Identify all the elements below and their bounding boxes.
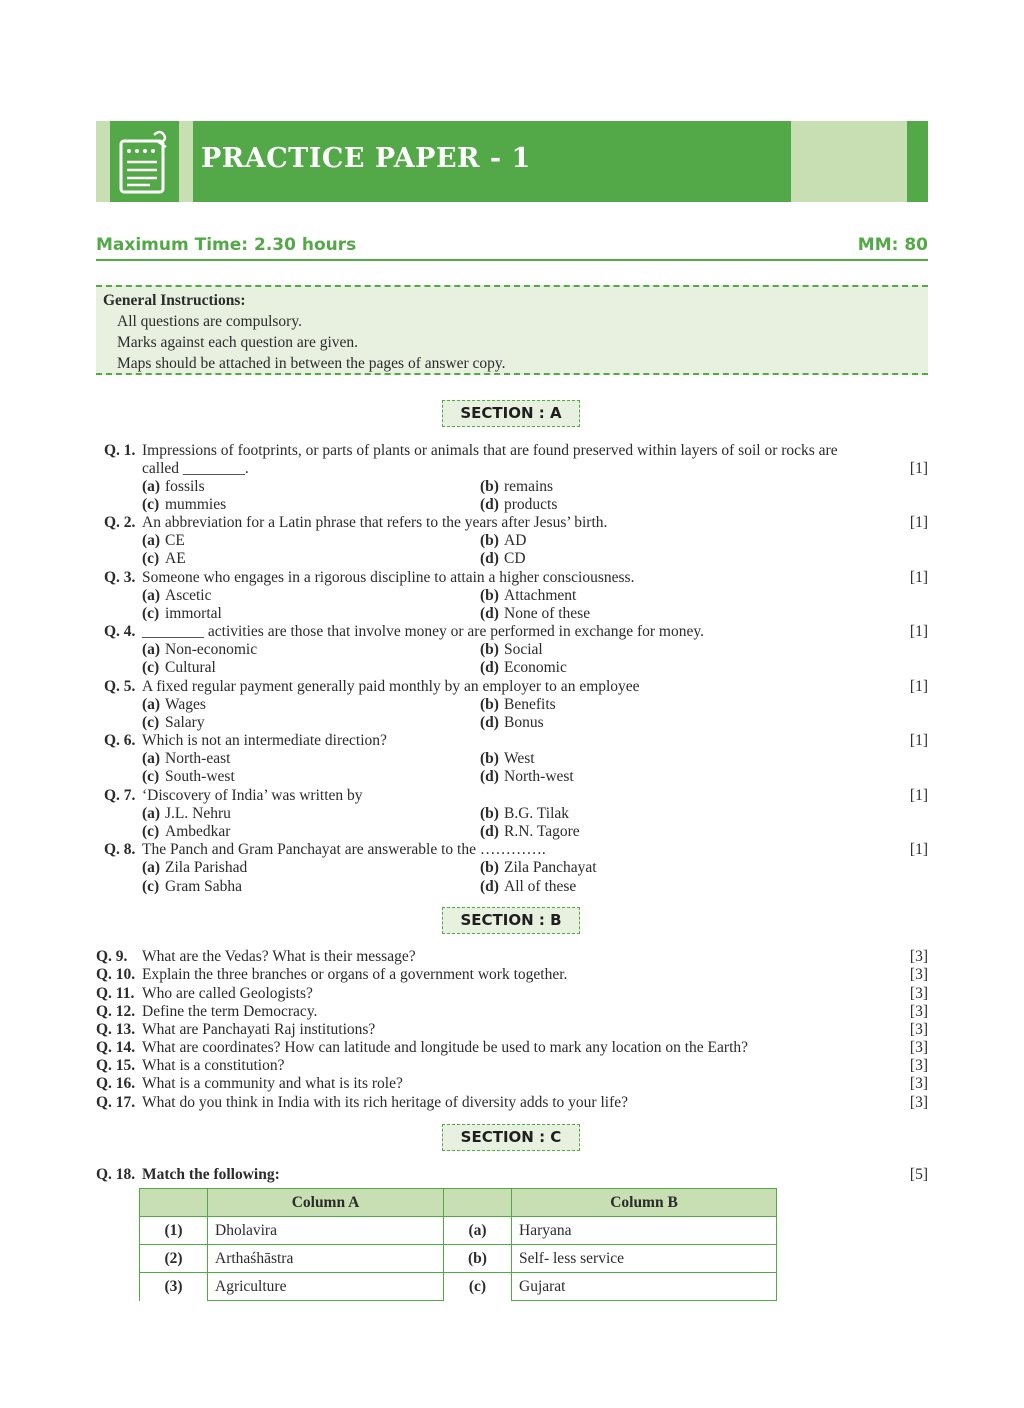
- option-letter: (d): [480, 550, 499, 567]
- question-marks: [3]: [909, 1003, 928, 1020]
- question-marks: [3]: [909, 1021, 928, 1038]
- question-text: Someone who engages in a rigorous discipline to attain a higher consciousness.: [142, 569, 635, 586]
- question-number: Q. 4.: [104, 623, 136, 640]
- option-letter: (a): [142, 478, 161, 495]
- question-marks: [3]: [909, 1039, 928, 1056]
- instructions-heading: General Instructions:: [103, 292, 246, 309]
- option-text: immortal: [165, 605, 222, 622]
- option-text: Ascetic: [165, 587, 212, 604]
- option-letter: (d): [480, 659, 499, 676]
- question-text: What is a constitution?: [142, 1057, 285, 1074]
- question-number: Q. 12.: [96, 1003, 136, 1020]
- question-marks: [5]: [909, 1166, 928, 1183]
- option-text: Attachment: [504, 587, 577, 604]
- option-letter: (b): [480, 859, 499, 876]
- question-number: Q. 5.: [104, 678, 136, 695]
- table-row: [140, 1217, 777, 1245]
- max-marks: MM: 80: [857, 235, 928, 255]
- instruction-line: Maps should be attached in between the pages of answer copy.: [117, 355, 506, 372]
- option-text: Gram Sabha: [165, 878, 243, 895]
- option-letter: (d): [480, 605, 499, 622]
- option-letter: (c): [142, 605, 160, 622]
- section-b-heading: SECTION : B: [442, 907, 580, 934]
- column-b-cell: Gujarat: [512, 1273, 777, 1301]
- general-instructions: [96, 285, 928, 375]
- option-text: CE: [165, 532, 185, 549]
- option-letter: (d): [480, 823, 499, 840]
- question-number: Q. 2.: [104, 514, 136, 531]
- question-number: Q. 14.: [96, 1039, 136, 1056]
- question-text: Explain the three branches or organs of a government work together.: [142, 966, 568, 983]
- table-header-row: [140, 1189, 777, 1217]
- question-number: Q. 18.: [96, 1166, 136, 1183]
- option-letter: (b): [480, 587, 499, 604]
- column-b-cell: Self- less service: [512, 1245, 777, 1273]
- question-number: Q. 13.: [96, 1021, 136, 1038]
- option-text: Bonus: [504, 714, 544, 731]
- question-text: What is a community and what is its role?: [142, 1075, 403, 1092]
- question-text: Which is not an intermediate direction?: [142, 732, 387, 749]
- question-marks: [3]: [909, 985, 928, 1002]
- question-marks: [1]: [909, 623, 928, 640]
- question-number: Q. 10.: [96, 966, 136, 983]
- question-marks: [1]: [909, 569, 928, 586]
- question-number: Q. 8.: [104, 841, 136, 858]
- option-letter: (b): [480, 478, 499, 495]
- instruction-line: Marks against each question are given.: [117, 334, 359, 351]
- question-marks: [1]: [909, 460, 928, 477]
- question-marks: [1]: [909, 841, 928, 858]
- column-a-cell: Arthaśhāstra: [208, 1245, 444, 1273]
- option-text: Zila Parishad: [165, 859, 248, 876]
- option-letter: (b): [480, 750, 499, 767]
- option-letter: (c): [142, 823, 160, 840]
- row-letter: (b): [444, 1245, 512, 1273]
- question-text-cont: called ________.: [142, 460, 249, 477]
- question-number: Q. 9.: [96, 948, 128, 965]
- question-marks: [1]: [909, 787, 928, 804]
- option-letter: (c): [142, 550, 160, 567]
- option-text: B.G. Tilak: [504, 805, 570, 822]
- option-letter: (c): [142, 496, 160, 513]
- option-text: Benefits: [504, 696, 556, 713]
- option-text: R.N. Tagore: [504, 823, 580, 840]
- question-marks: [1]: [909, 514, 928, 531]
- option-letter: (c): [142, 659, 160, 676]
- option-text: Wages: [165, 696, 206, 713]
- option-letter: (b): [480, 532, 499, 549]
- banner-stripe: [179, 121, 193, 202]
- question-text: What are the Vedas? What is their message?: [142, 948, 416, 965]
- question-text: Match the following:: [142, 1166, 280, 1183]
- option-letter: (a): [142, 859, 161, 876]
- question-text: What do you think in India with its rich heritage of diversity adds to your life?: [142, 1094, 628, 1111]
- question-text: Impressions of footprints, or parts of plants or animals that are found preserved within layers of soil or rocks are: [142, 442, 838, 459]
- question-text: An abbreviation for a Latin phrase that refers to the years after Jesus’ birth.: [142, 514, 608, 531]
- option-text: Social: [504, 641, 543, 658]
- question-text: A fixed regular payment generally paid monthly by an employer to an employee: [142, 678, 640, 695]
- option-letter: (c): [142, 714, 160, 731]
- option-text: AE: [165, 550, 186, 567]
- question-text: ‘Discovery of India’ was written by: [142, 787, 363, 804]
- row-number: (2): [140, 1245, 208, 1273]
- option-letter: (d): [480, 768, 499, 785]
- question-number: Q. 7.: [104, 787, 136, 804]
- option-letter: (a): [142, 587, 161, 604]
- table-row: [140, 1245, 777, 1273]
- question-number: Q. 3.: [104, 569, 136, 586]
- option-text: Salary: [165, 714, 205, 731]
- max-time: Maximum Time: 2.30 hours: [96, 235, 357, 255]
- banner-stripe: [907, 121, 928, 202]
- row-letter: (c): [444, 1273, 512, 1301]
- option-letter: (a): [142, 641, 161, 658]
- question-marks: [3]: [909, 1057, 928, 1074]
- question-text: The Panch and Gram Panchayat are answerable to the ………….: [142, 841, 546, 858]
- notepad-icon: [110, 121, 179, 202]
- option-text: Non-economic: [165, 641, 258, 658]
- option-text: Ambedkar: [165, 823, 231, 840]
- option-text: None of these: [504, 605, 591, 622]
- option-letter: (b): [480, 805, 499, 822]
- column-a-header: Column A: [208, 1189, 444, 1217]
- option-text: North-west: [504, 768, 574, 785]
- match-table: [139, 1188, 777, 1301]
- question-number: Q. 6.: [104, 732, 136, 749]
- option-letter: (a): [142, 532, 161, 549]
- option-letter: (d): [480, 496, 499, 513]
- option-letter: (d): [480, 878, 499, 895]
- row-letter: (a): [444, 1217, 512, 1245]
- option-text: J.L. Nehru: [165, 805, 231, 822]
- option-text: All of these: [504, 878, 577, 895]
- option-text: Cultural: [165, 659, 216, 676]
- column-b-header: Column B: [512, 1189, 777, 1217]
- option-text: fossils: [165, 478, 205, 495]
- divider: [96, 259, 928, 261]
- option-letter: (a): [142, 696, 161, 713]
- option-text: West: [504, 750, 535, 767]
- option-text: products: [504, 496, 558, 513]
- option-letter: (a): [142, 750, 161, 767]
- title-banner: [96, 121, 928, 202]
- row-number: (1): [140, 1217, 208, 1245]
- option-letter: (c): [142, 768, 160, 785]
- option-letter: (d): [480, 714, 499, 731]
- section-c-heading: SECTION : C: [442, 1124, 580, 1151]
- option-letter: (c): [142, 878, 160, 895]
- question-marks: [3]: [909, 1075, 928, 1092]
- column-b-cell: Haryana: [512, 1217, 777, 1245]
- option-text: mummies: [165, 496, 227, 513]
- question-number: Q. 16.: [96, 1075, 136, 1092]
- question-text: What are Panchayati Raj institutions?: [142, 1021, 376, 1038]
- option-letter: (b): [480, 696, 499, 713]
- option-letter: (a): [142, 805, 161, 822]
- option-text: South-west: [165, 768, 235, 785]
- row-number: (3): [140, 1273, 208, 1301]
- page-title: PRACTICE PAPER - 1: [201, 143, 531, 174]
- column-a-cell: Agriculture: [208, 1273, 444, 1301]
- time-marks-row: [96, 235, 928, 259]
- option-text: AD: [504, 532, 527, 549]
- question-marks: [3]: [909, 1094, 928, 1111]
- question-marks: [3]: [909, 966, 928, 983]
- instruction-line: All questions are compulsory.: [117, 313, 302, 330]
- banner-stripe: [96, 121, 110, 202]
- question-number: Q. 15.: [96, 1057, 136, 1074]
- question-marks: [1]: [909, 678, 928, 695]
- question-number: Q. 17.: [96, 1094, 136, 1111]
- question-text: Who are called Geologists?: [142, 985, 313, 1002]
- option-text: Zila Panchayat: [504, 859, 597, 876]
- header-cell: [140, 1189, 208, 1217]
- column-a-cell: Dholavira: [208, 1217, 444, 1245]
- option-text: remains: [504, 478, 554, 495]
- header-cell: [444, 1189, 512, 1217]
- question-text: Define the term Democracy.: [142, 1003, 318, 1020]
- section-a-heading: SECTION : A: [442, 400, 580, 427]
- question-text: What are coordinates? How can latitude and longitude be used to mark any location on the Earth?: [142, 1039, 749, 1056]
- question-marks: [3]: [909, 948, 928, 965]
- question-number: Q. 1.: [104, 442, 136, 459]
- option-text: North-east: [165, 750, 231, 767]
- banner-icon-box: [110, 121, 179, 202]
- banner-stripe: [791, 121, 907, 202]
- question-text: ________ activities are those that involve money or are performed in exchange for money.: [142, 623, 704, 640]
- table-row: [140, 1273, 777, 1301]
- question-number: Q. 11.: [96, 985, 135, 1002]
- option-text: CD: [504, 550, 526, 567]
- question-marks: [1]: [909, 732, 928, 749]
- option-letter: (b): [480, 641, 499, 658]
- option-text: Economic: [504, 659, 567, 676]
